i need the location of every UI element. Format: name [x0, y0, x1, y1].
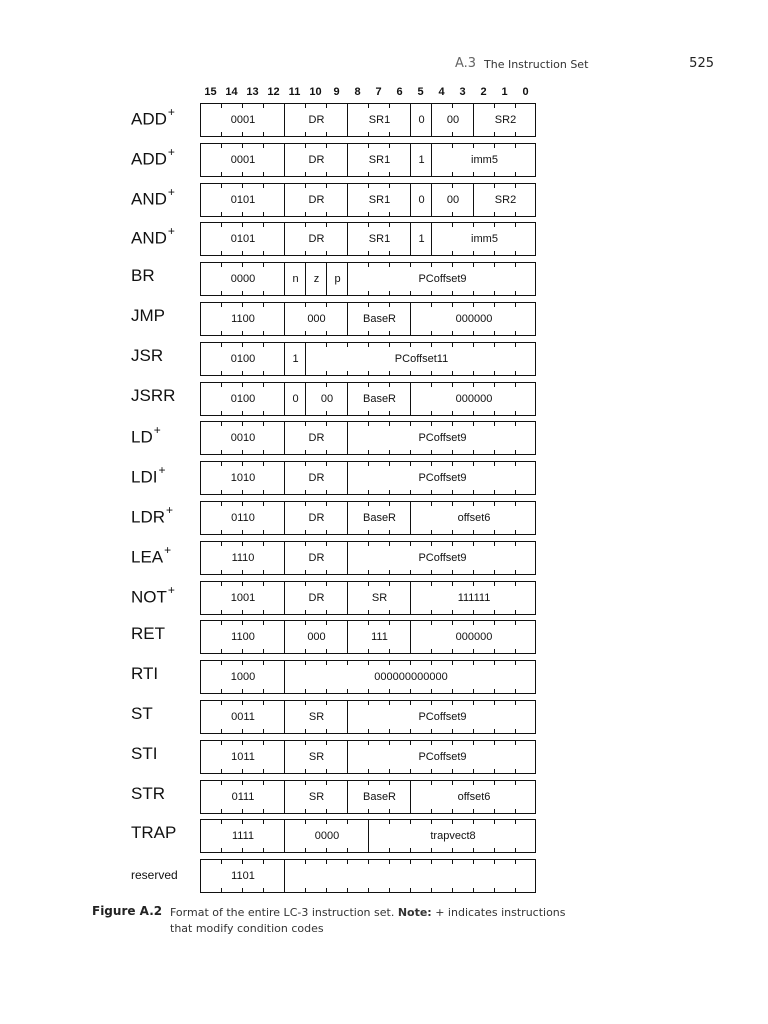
opcode-mnemonic [131, 386, 175, 406]
instruction-row [0, 581, 768, 615]
mnemonic-text: LDI [131, 467, 158, 487]
bit-number-label: 1 [501, 86, 508, 98]
bit-field: 0111 [231, 790, 255, 803]
bit-field: 0 [418, 114, 425, 126]
opcode-mnemonic [131, 582, 175, 608]
bit-field: offset6 [457, 512, 491, 524]
condition-code-mark: + [167, 144, 175, 159]
opcode-mnemonic [131, 266, 155, 286]
opcode-mnemonic [131, 107, 175, 130]
opcode-mnemonic [131, 744, 157, 764]
bit-number-label: 5 [417, 86, 424, 98]
bit-field: PCoffset9 [418, 472, 467, 485]
bit-field: 0100 [230, 392, 256, 405]
bit-field: PCoffset9 [418, 273, 467, 286]
instruction-row [0, 660, 768, 694]
instruction-row [0, 819, 768, 853]
mnemonic-text: RTI [131, 664, 159, 684]
bit-field: DR [308, 432, 325, 445]
bit-field: 111111 [457, 591, 491, 604]
bit-field: DR [308, 512, 325, 524]
instruction-row [0, 501, 768, 535]
mnemonic-text: AND [131, 189, 167, 209]
bit-field: 000000000000 [374, 671, 448, 684]
bit-field: PCoffset9 [418, 711, 467, 723]
bit-field: SR1 [368, 153, 391, 166]
opcode-mnemonic [131, 784, 165, 804]
instruction-format-box [200, 342, 536, 376]
bit-field: SR [371, 591, 388, 604]
opcode-mnemonic [131, 184, 175, 210]
instruction-format-box [200, 382, 536, 416]
instruction-format-box [200, 103, 536, 137]
bit-field: BaseR [362, 790, 397, 803]
bit-field: 0001 [230, 114, 256, 126]
bit-field: SR [308, 711, 325, 723]
mnemonic-text: AND [131, 229, 167, 249]
opcode-mnemonic [131, 226, 175, 249]
bit-field: 000000 [455, 631, 493, 644]
instruction-format-box [200, 541, 536, 575]
instruction-row [0, 302, 768, 336]
instruction-format-box [200, 143, 536, 177]
condition-code-mark: + [164, 542, 172, 557]
bit-field: PCoffset9 [418, 750, 467, 763]
bit-field: 0101 [230, 193, 256, 206]
caption-text-note: + indicates instructions that modify condition codes [170, 906, 566, 935]
bit-field: 1000 [230, 671, 256, 684]
condition-code-mark: + [167, 105, 175, 119]
mnemonic-text: LEA [131, 547, 164, 567]
instruction-row [0, 103, 768, 137]
bit-field: 000 [307, 313, 326, 325]
bit-number-label: 13 [246, 86, 259, 98]
bit-field: 1011 [231, 750, 255, 763]
instruction-format-box [200, 302, 536, 336]
bit-field: 1111 [231, 830, 255, 843]
opcode-mnemonic [131, 505, 173, 528]
bit-field: BaseR [362, 512, 397, 524]
instruction-row [0, 461, 768, 495]
section-title: The Instruction Set [484, 58, 589, 71]
bit-field: 1100 [231, 631, 255, 644]
instruction-format-box [200, 222, 536, 256]
instruction-row [0, 382, 768, 416]
page-number: 525 [689, 56, 714, 71]
bit-field: PCoffset11 [394, 352, 449, 365]
instruction-format-box [200, 581, 536, 615]
bit-field: SR [308, 750, 325, 763]
instruction-format-box [200, 421, 536, 455]
bit-field: DR [308, 114, 325, 126]
bit-number-label: 9 [333, 86, 340, 98]
condition-code-mark: + [167, 582, 175, 597]
instruction-format-box [200, 501, 536, 535]
opcode-mnemonic [131, 664, 158, 684]
bit-field: 000000 [455, 313, 493, 325]
bit-field: z [313, 273, 320, 286]
bit-field: 0001 [230, 153, 256, 166]
condition-code-mark: + [166, 503, 174, 517]
bit-number-label: 11 [288, 86, 301, 98]
mnemonic-text: BR [131, 266, 155, 286]
bit-field: 0101 [230, 233, 256, 246]
instruction-row [0, 740, 768, 774]
mnemonic-text: reserved [131, 868, 178, 883]
mnemonic-text: ST [131, 704, 153, 723]
bit-field: DR [308, 153, 325, 166]
mnemonic-text: ADD [131, 109, 167, 129]
bit-field: 0011 [231, 711, 255, 723]
bit-field: 0110 [231, 512, 255, 524]
bit-number-label: 3 [459, 86, 466, 98]
bit-field: 0000 [230, 273, 256, 286]
instruction-format-box [200, 819, 536, 853]
condition-code-mark: + [158, 463, 166, 478]
bit-field: 1 [292, 352, 299, 365]
opcode-mnemonic [131, 823, 176, 843]
bit-field: 1010 [230, 472, 256, 485]
instruction-row [0, 541, 768, 575]
bit-field: 1101 [231, 870, 255, 883]
bit-number-label: 12 [267, 86, 280, 98]
instruction-row [0, 183, 768, 217]
bit-field: SR1 [368, 233, 391, 246]
bit-field: 00 [320, 392, 334, 405]
opcode-mnemonic [131, 542, 172, 568]
bit-field: SR2 [494, 193, 517, 206]
condition-code-mark: + [167, 184, 175, 199]
instruction-row [0, 620, 768, 654]
mnemonic-text: JSR [131, 345, 164, 365]
instruction-format-box [200, 660, 536, 694]
bit-field: 000 [307, 631, 326, 644]
bit-field: SR1 [368, 193, 391, 206]
opcode-mnemonic [131, 306, 165, 326]
bit-field: imm5 [471, 233, 498, 246]
instruction-format-box [200, 620, 536, 654]
bit-field: DR [308, 233, 325, 246]
instruction-row [0, 859, 768, 893]
opcode-mnemonic [131, 425, 161, 448]
mnemonic-text: LDR [131, 507, 166, 527]
bit-field: 0 [418, 193, 425, 206]
bit-field: PCoffset9 [418, 551, 467, 564]
bit-field: SR [308, 790, 325, 803]
bit-number-label: 4 [438, 86, 445, 98]
bit-field: BaseR [362, 313, 397, 325]
mnemonic-text: JSRR [131, 385, 176, 405]
instruction-row [0, 262, 768, 296]
bit-field: SR2 [494, 114, 517, 126]
mnemonic-text: RET [131, 624, 165, 644]
opcode-mnemonic [131, 624, 165, 644]
bit-number-label: 10 [309, 86, 322, 98]
bit-number-label: 0 [522, 86, 529, 98]
section-number: A.3 [455, 56, 477, 71]
bit-number-label: 8 [354, 86, 361, 98]
figure-label: Figure A.2 [92, 904, 163, 918]
instruction-format-box [200, 740, 536, 774]
mnemonic-text: ADD [131, 149, 167, 169]
bit-field: 00 [446, 193, 460, 206]
bit-number-label: 15 [204, 86, 217, 98]
instruction-row [0, 700, 768, 734]
bit-field: offset6 [457, 790, 491, 803]
bit-field: 000000 [455, 392, 493, 405]
instruction-format-box [200, 780, 536, 814]
bit-field: 0000 [314, 830, 340, 843]
opcode-mnemonic [131, 868, 178, 882]
bit-field: n [292, 273, 299, 286]
instruction-format-box [200, 262, 536, 296]
mnemonic-text: NOT [131, 587, 167, 607]
caption-text [170, 905, 590, 937]
bit-number-label: 7 [375, 86, 382, 98]
bit-field: 1 [418, 153, 425, 166]
mnemonic-text: STI [131, 743, 158, 763]
instruction-row [0, 421, 768, 455]
instruction-row [0, 143, 768, 177]
opcode-mnemonic [131, 144, 175, 170]
bit-field: p [334, 273, 341, 286]
bit-field: DR [308, 591, 325, 604]
bit-field: 1 [418, 233, 425, 246]
bit-field: 1001 [230, 591, 256, 604]
bit-field: DR [308, 551, 325, 564]
bit-field: trapvect8 [430, 830, 476, 843]
bit-field: 0010 [230, 432, 256, 445]
bit-field: DR [308, 193, 325, 206]
instruction-format-box [200, 183, 536, 217]
bit-field: PCoffset9 [418, 432, 467, 445]
bit-number-label: 14 [225, 86, 238, 98]
mnemonic-text: TRAP [131, 823, 177, 843]
bit-field [285, 860, 537, 892]
instruction-format-box [200, 461, 536, 495]
bit-field: 1100 [231, 313, 255, 325]
bit-field: 0100 [230, 352, 256, 365]
bit-number-label: 6 [396, 86, 403, 98]
instruction-format-box [200, 859, 536, 893]
instruction-format-box [200, 700, 536, 734]
instruction-row [0, 780, 768, 814]
bit-field: 00 [446, 114, 460, 126]
mnemonic-text: JMP [131, 306, 165, 325]
bit-field: SR1 [368, 114, 391, 126]
opcode-mnemonic [131, 704, 153, 724]
caption-text-main: Format of the entire LC-3 instruction set. [170, 906, 395, 919]
mnemonic-text: LD [131, 428, 153, 448]
mnemonic-text: STR [131, 783, 165, 803]
bit-field: DR [308, 472, 325, 485]
instruction-row [0, 342, 768, 376]
caption-note-label: Note: [397, 906, 432, 919]
opcode-mnemonic [131, 465, 165, 488]
opcode-mnemonic [131, 346, 163, 366]
instruction-row [0, 222, 768, 256]
bit-field: 111 [371, 631, 388, 644]
bit-field: 0 [292, 392, 299, 405]
condition-code-mark: + [167, 224, 175, 239]
bit-field: 1110 [231, 551, 255, 564]
bit-number-label: 2 [480, 86, 487, 98]
bit-field: imm5 [471, 153, 498, 166]
condition-code-mark: + [153, 423, 161, 438]
bit-field: BaseR [362, 392, 397, 405]
